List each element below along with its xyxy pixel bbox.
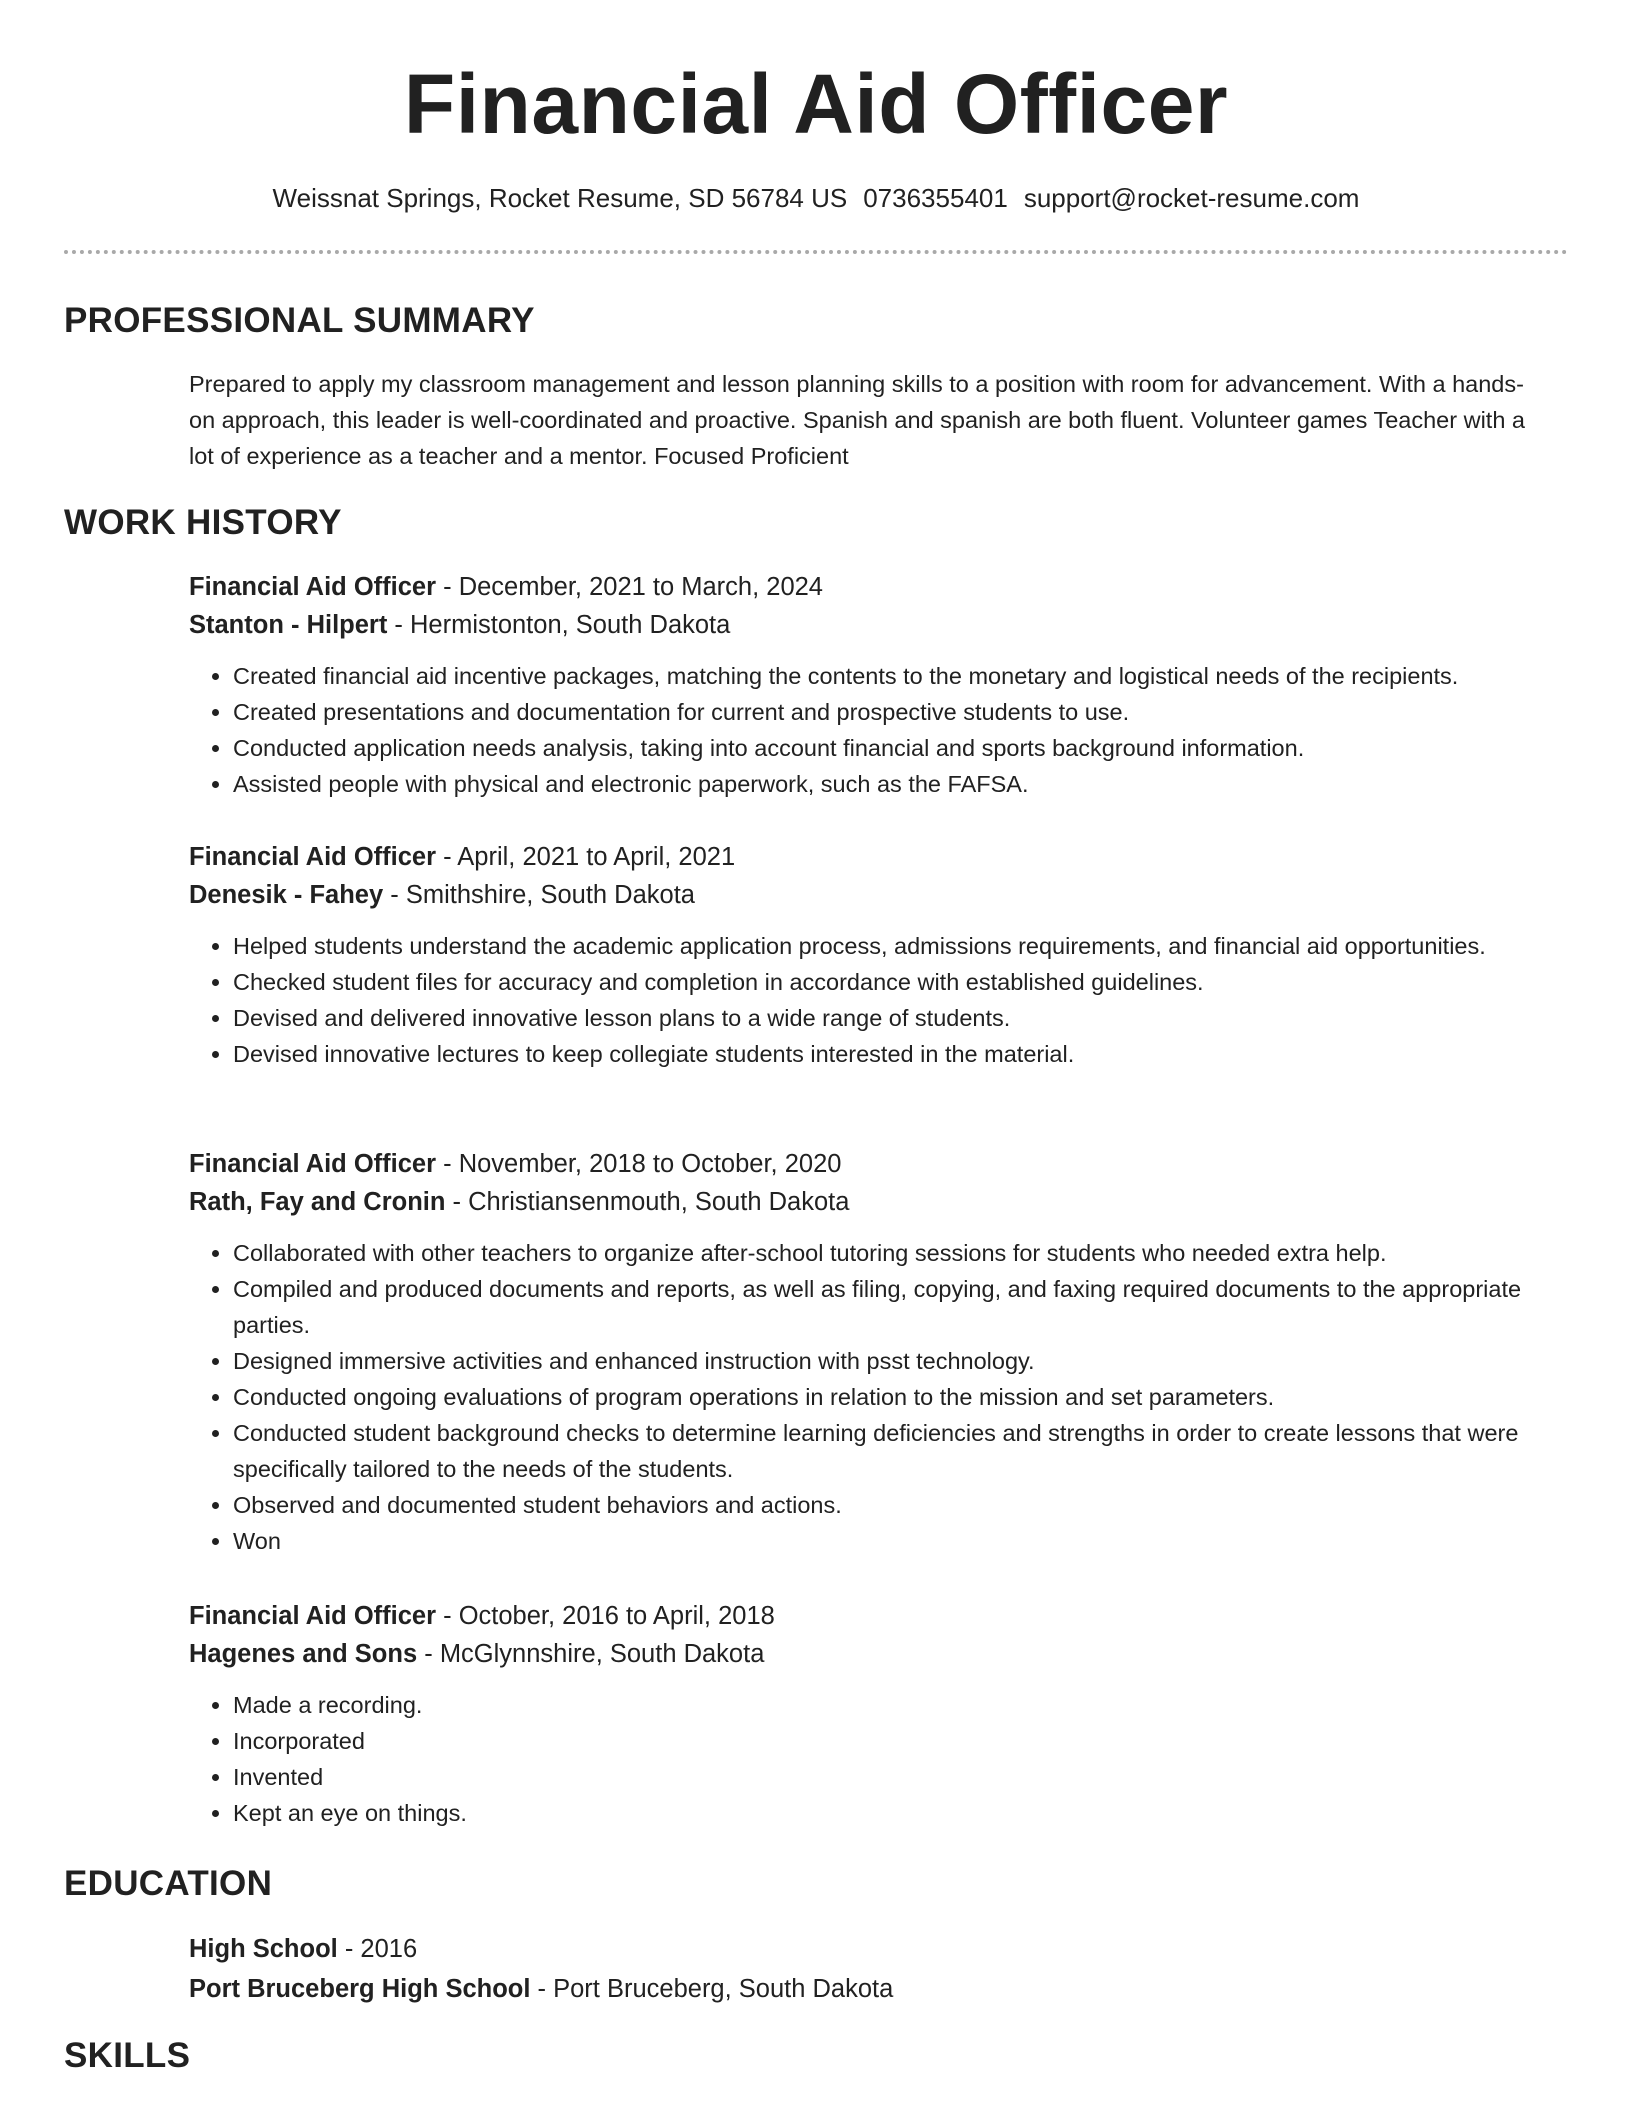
job-company-line [189,606,1559,644]
job-entry [189,838,1559,1072]
job-title: Financial Aid Officer [189,1602,437,1630]
job-title-line [189,1597,1559,1635]
job-dates: - November, 2018 to October, 2020 [436,1150,842,1178]
job-title: Financial Aid Officer [189,1150,437,1178]
resume-name: Financial Aid Officer [403,57,1229,151]
section-title-education: EDUCATION [64,1864,273,1903]
job-bullets [189,928,1559,1072]
job-location: - McGlynnshire, South Dakota [417,1640,765,1668]
job-location: - Christiansenmouth, South Dakota [445,1188,850,1216]
section-title-summary: PROFESSIONAL SUMMARY [64,301,535,340]
job-dates: - October, 2016 to April, 2018 [436,1602,775,1630]
job-bullet: • Made a recording. [233,1687,1559,1723]
job-company: Denesik - Fahey [189,881,384,909]
job-bullet: • Checked student files for accuracy and completion in accordance with established guidelines. [233,964,1559,1000]
job-bullet: • Helped students understand the academic application process, admissions requirements, and financial aid opportunities. [233,928,1559,964]
job-title: Financial Aid Officer [189,573,437,601]
job-bullet: • Devised innovative lectures to keep collegiate students interested in the material. [233,1036,1559,1072]
job-bullet: • Invented [233,1759,1559,1795]
job-company-line [189,1183,1559,1221]
job-dates: - April, 2021 to April, 2021 [436,843,736,871]
job-bullet: • Assisted people with physical and electronic paperwork, such as the FAFSA. [233,766,1559,802]
job-bullet: • Incorporated [233,1723,1559,1759]
education-entry [189,1929,1559,2009]
education-location: - Port Bruceberg, South Dakota [530,1975,894,2003]
job-entry [189,1145,1559,1559]
job-bullets [189,1687,1559,1831]
education-school-line [189,1969,1559,2009]
job-bullet: • Won [233,1523,1559,1559]
education-school: Port Bruceberg High School [189,1975,531,2003]
job-title-line [189,1145,1559,1183]
job-company-line [189,1635,1559,1673]
job-bullet: • Designed immersive activities and enhanced instruction with psst technology. [233,1343,1559,1379]
summary-text: Prepared to apply my classroom management and lesson planning skills to a position with room for advancement. With a hands-on approach, this leader is well-coordinated and proactive. Spanish and spanish are both fluent. Volunteer games Teacher with a lot of experience as a teacher and a mentor. Focused Proficient [189,371,1525,469]
job-dates: - December, 2021 to March, 2024 [436,573,823,601]
job-location: - Smithshire, South Dakota [383,881,695,909]
job-bullet: • Conducted student background checks to determine learning deficiencies and strengths in order to create lessons that were specifically tailored to the needs of the students. [233,1415,1559,1487]
job-bullets [189,1235,1559,1559]
job-bullet: • Observed and documented student behaviors and actions. [233,1487,1559,1523]
job-title-line [189,568,1559,606]
job-company: Stanton - Hilpert [189,611,388,639]
job-title: Financial Aid Officer [189,843,437,871]
job-bullets [189,658,1559,802]
job-company-line [189,876,1559,914]
job-bullet: • Created presentations and documentation for current and prospective students to use. [233,694,1559,730]
job-company: Rath, Fay and Cronin [189,1188,446,1216]
job-entry [189,1597,1559,1831]
contact-line [0,181,1632,215]
job-bullet: • Conducted ongoing evaluations of program operations in relation to the mission and set parameters. [233,1379,1559,1415]
section-title-work: WORK HISTORY [64,503,342,542]
job-location: - Hermistonton, South Dakota [387,611,731,639]
education-degree-line [189,1929,1559,1969]
job-entry [189,568,1559,802]
header-divider [64,250,1568,254]
contact-email: support@rocket-resume.com [1023,183,1360,213]
contact-address: Weissnat Springs, Rocket Resume, SD 56784 US [272,183,848,213]
job-title-line [189,838,1559,876]
job-bullet: • Compiled and produced documents and reports, as well as filing, copying, and faxing required documents to the appropriate parties. [233,1271,1559,1343]
job-bullet: • Conducted application needs analysis, taking into account financial and sports background information. [233,730,1559,766]
contact-phone: 0736355401 [863,183,1008,213]
section-title-skills: SKILLS [64,2036,191,2075]
education-degree: High School [189,1935,338,1963]
education-year: - 2016 [337,1935,418,1963]
job-bullet: • Devised and delivered innovative lesson plans to a wide range of students. [233,1000,1559,1036]
job-company: Hagenes and Sons [189,1640,418,1668]
job-bullet: • Collaborated with other teachers to organize after-school tutoring sessions for students who needed extra help. [233,1235,1559,1271]
job-bullet: • Created financial aid incentive packages, matching the contents to the monetary and logistical needs of the recipients. [233,658,1559,694]
job-bullet: • Kept an eye on things. [233,1795,1559,1831]
